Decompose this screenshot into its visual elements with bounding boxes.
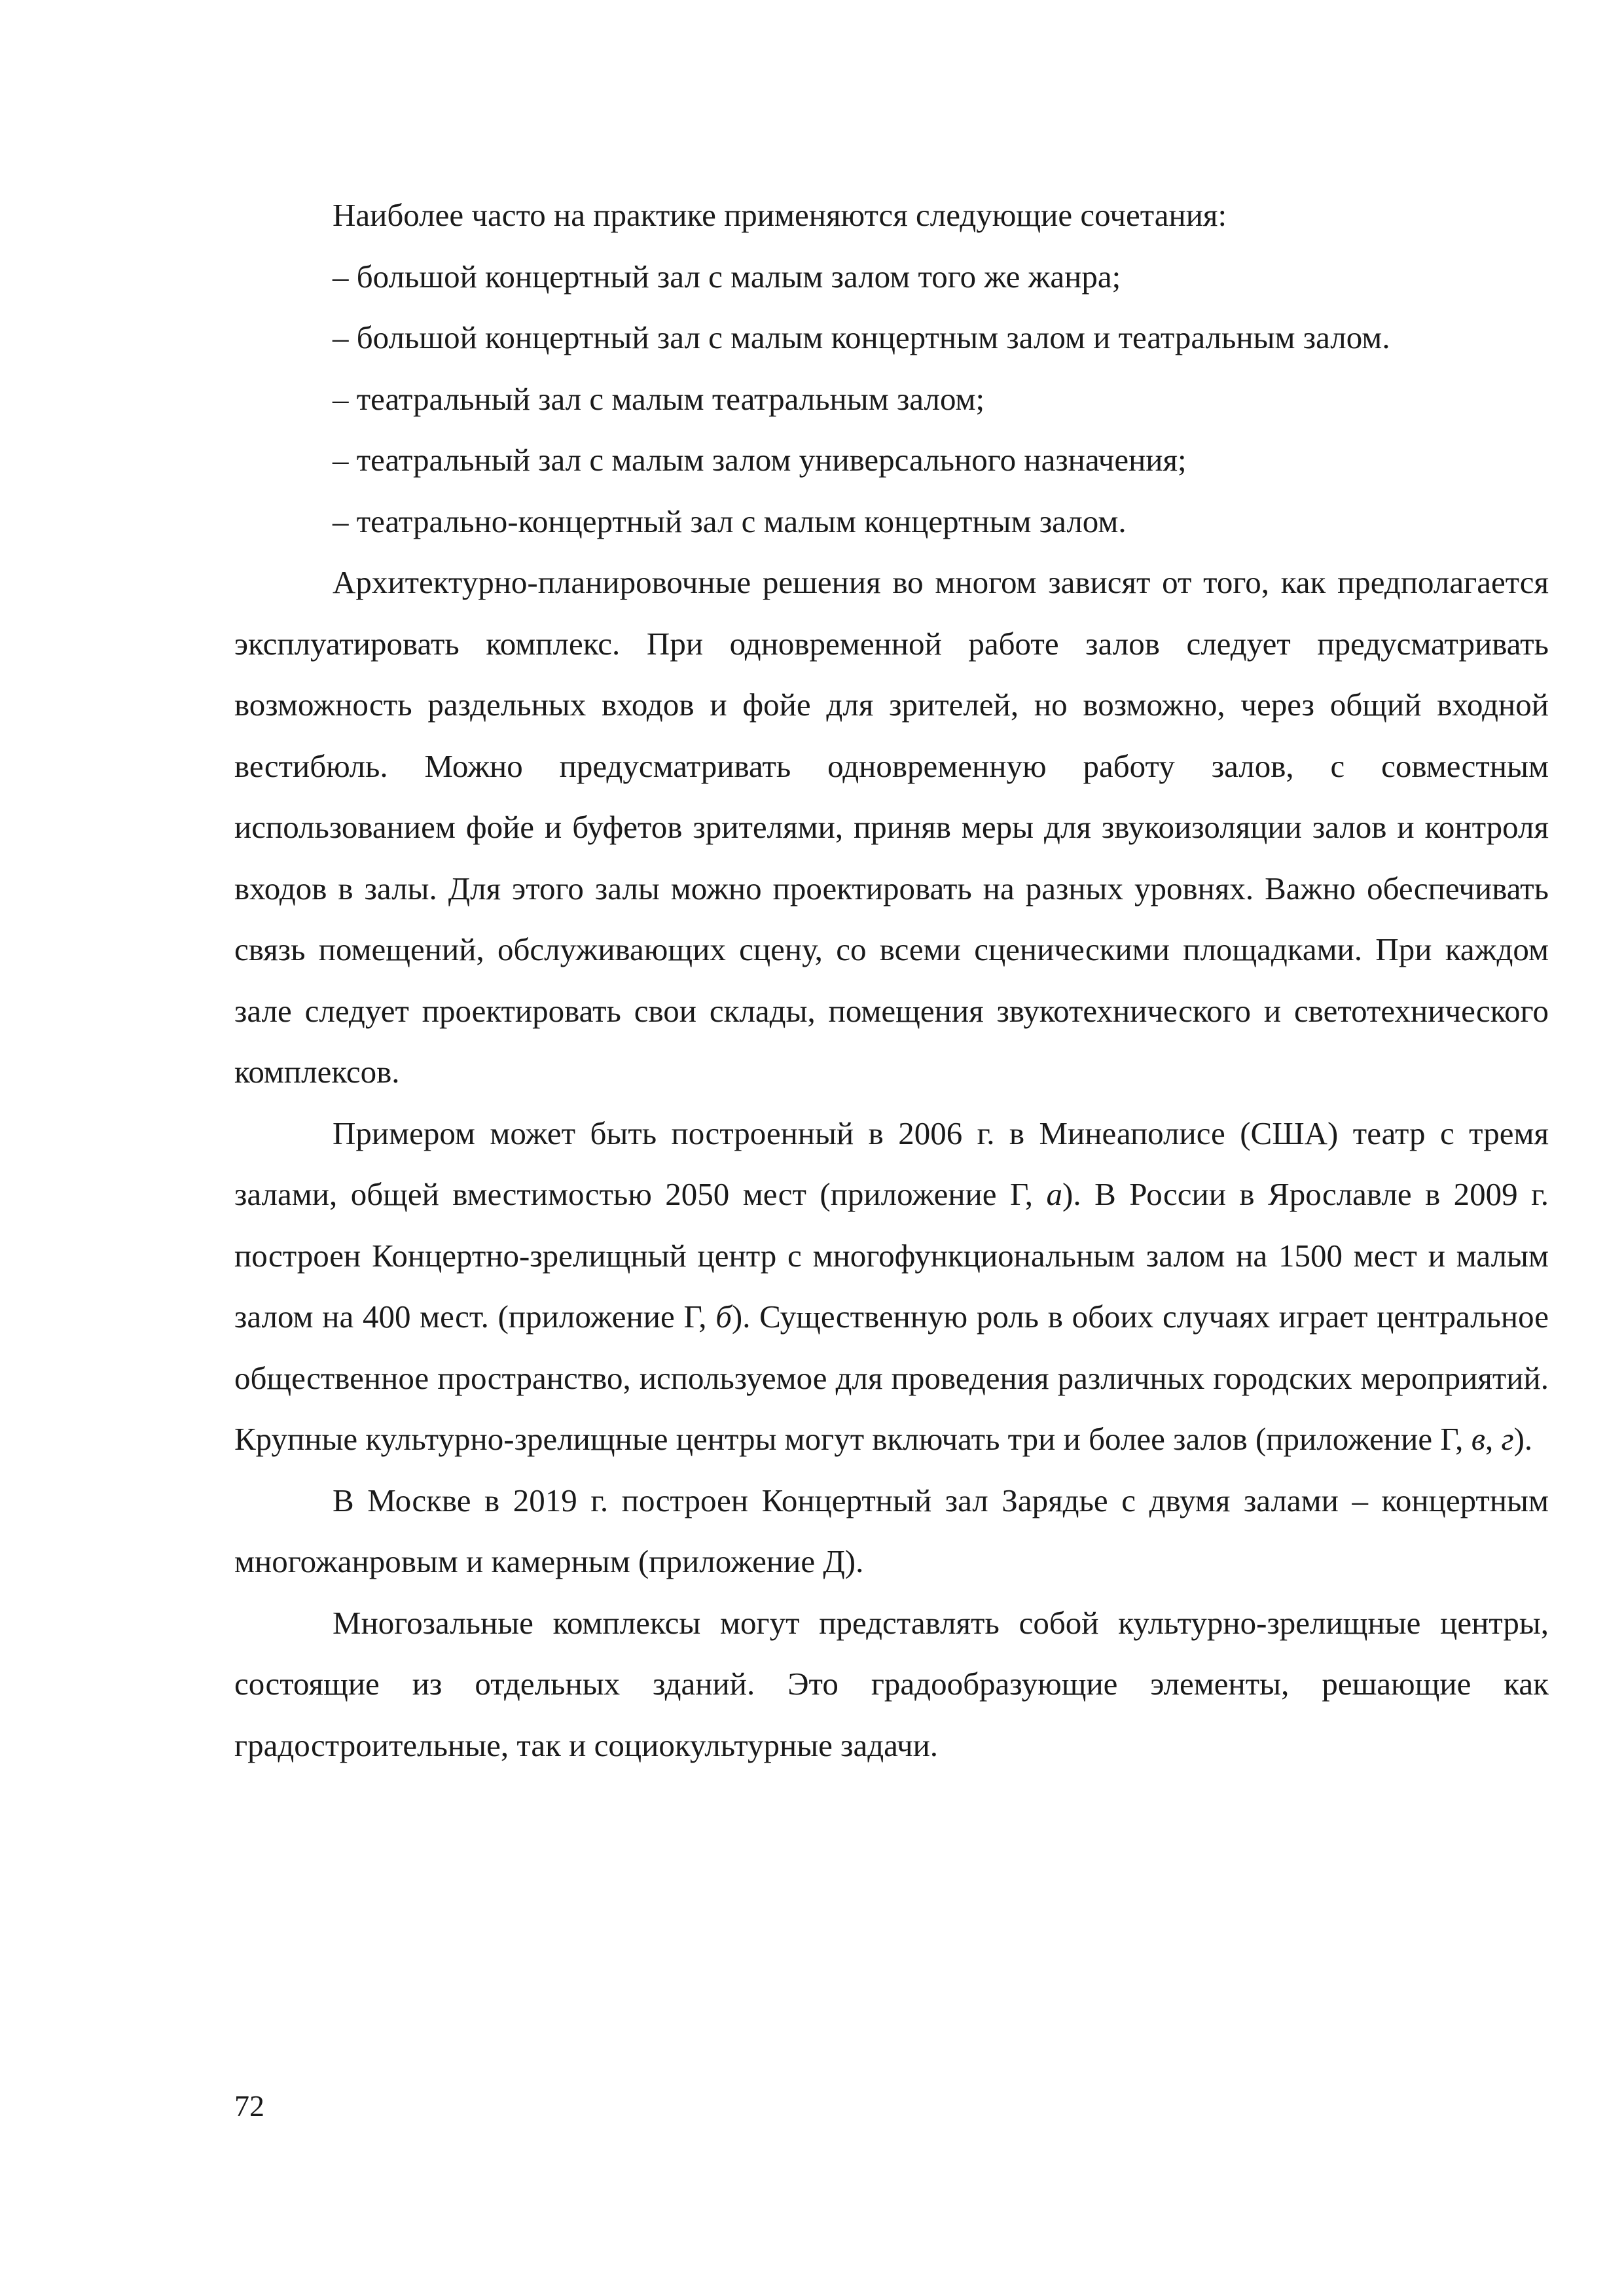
text-segment: ). Существенную роль в обоих случаях играет центральное общественное пространство, используемое для проведения различных городских мероприятий. Крупные культурно-зрелищные центры могут включать три и более залов (приложение Г,: [234, 1299, 1549, 1457]
paragraph-moscow: [234, 1470, 1549, 1592]
text-segment: ,: [1485, 1421, 1502, 1457]
text-segment: – большой концертный зал с малым залом того же жанра;: [333, 258, 1121, 295]
text-segment: В Москве в 2019 г. построен Концертный зал Зарядье с двумя залами – концертным многожанровым и камерным (приложение Д).: [234, 1482, 1549, 1579]
list-item: [234, 368, 1549, 430]
text-segment: Многозальные комплексы могут представлять собой культурно-зрелищные центры, состоящие из отдельных зданий. Это градообразующие элементы, решающие как градостроительные, так и социокультурные задачи.: [234, 1604, 1549, 1763]
italic-letter: б: [715, 1299, 732, 1335]
text-segment: – театральный зал с малым залом универсального назначения;: [333, 442, 1187, 478]
list-item: [234, 491, 1549, 552]
italic-letter: г: [1501, 1421, 1514, 1457]
paragraph-planning: [234, 552, 1549, 1103]
paragraph-examples: [234, 1103, 1549, 1470]
text-segment: – театральный зал с малым театральным залом;: [333, 380, 985, 417]
text-segment: ). В России в Ярославле в 2009 г. построен Концертно-зрелищный центр с многофункциональным залом на 1500 мест и малым залом на 400 мест. (приложение Г,: [234, 1176, 1549, 1335]
list-item: [234, 307, 1549, 368]
text-segment: – большой концертный зал с малым концертным залом и театральным залом.: [333, 319, 1390, 355]
text-segment: Архитектурно-планировочные решения во многом зависят от того, как предполагается эксплуатировать комплекс. При одновременной работе залов следует предусматривать возможность раздельных входов и фойе для зрителей, но возможно, через общий входной вестибюль. Можно предусматривать одновременную работу залов, с совместным использованием фойе и буфетов зрителями, приняв меры для звукоизоляции залов и контроля входов в залы. Для этого залы можно проектировать на разных уровнях. Важно обеспечивать связь помещений, обслуживающих сцену, со всеми сценическими площадками. При каждом зале следует проектировать свои склады, помещения звукотехнического и светотехнического комплексов.: [234, 564, 1549, 1090]
page-number: 72: [234, 2089, 264, 2123]
text-segment: Наиболее часто на практике применяются следующие сочетания:: [333, 197, 1227, 233]
text-segment: ).: [1513, 1421, 1533, 1457]
text-segment: – театрально-концертный зал с малым концертным залом.: [333, 503, 1127, 539]
list-item: [234, 246, 1549, 308]
document-body: [234, 185, 1549, 1776]
list-item: [234, 429, 1549, 491]
paragraph-intro: [234, 185, 1549, 246]
italic-letter: в: [1471, 1421, 1485, 1457]
paragraph-multihall: [234, 1592, 1549, 1776]
text-segment: Примером может быть построенный в 2006 г. в Минеаполисе (США) театр с тремя залами, общей вместимостью 2050 мест (приложение Г,: [234, 1115, 1549, 1212]
italic-letter: а: [1046, 1176, 1063, 1212]
